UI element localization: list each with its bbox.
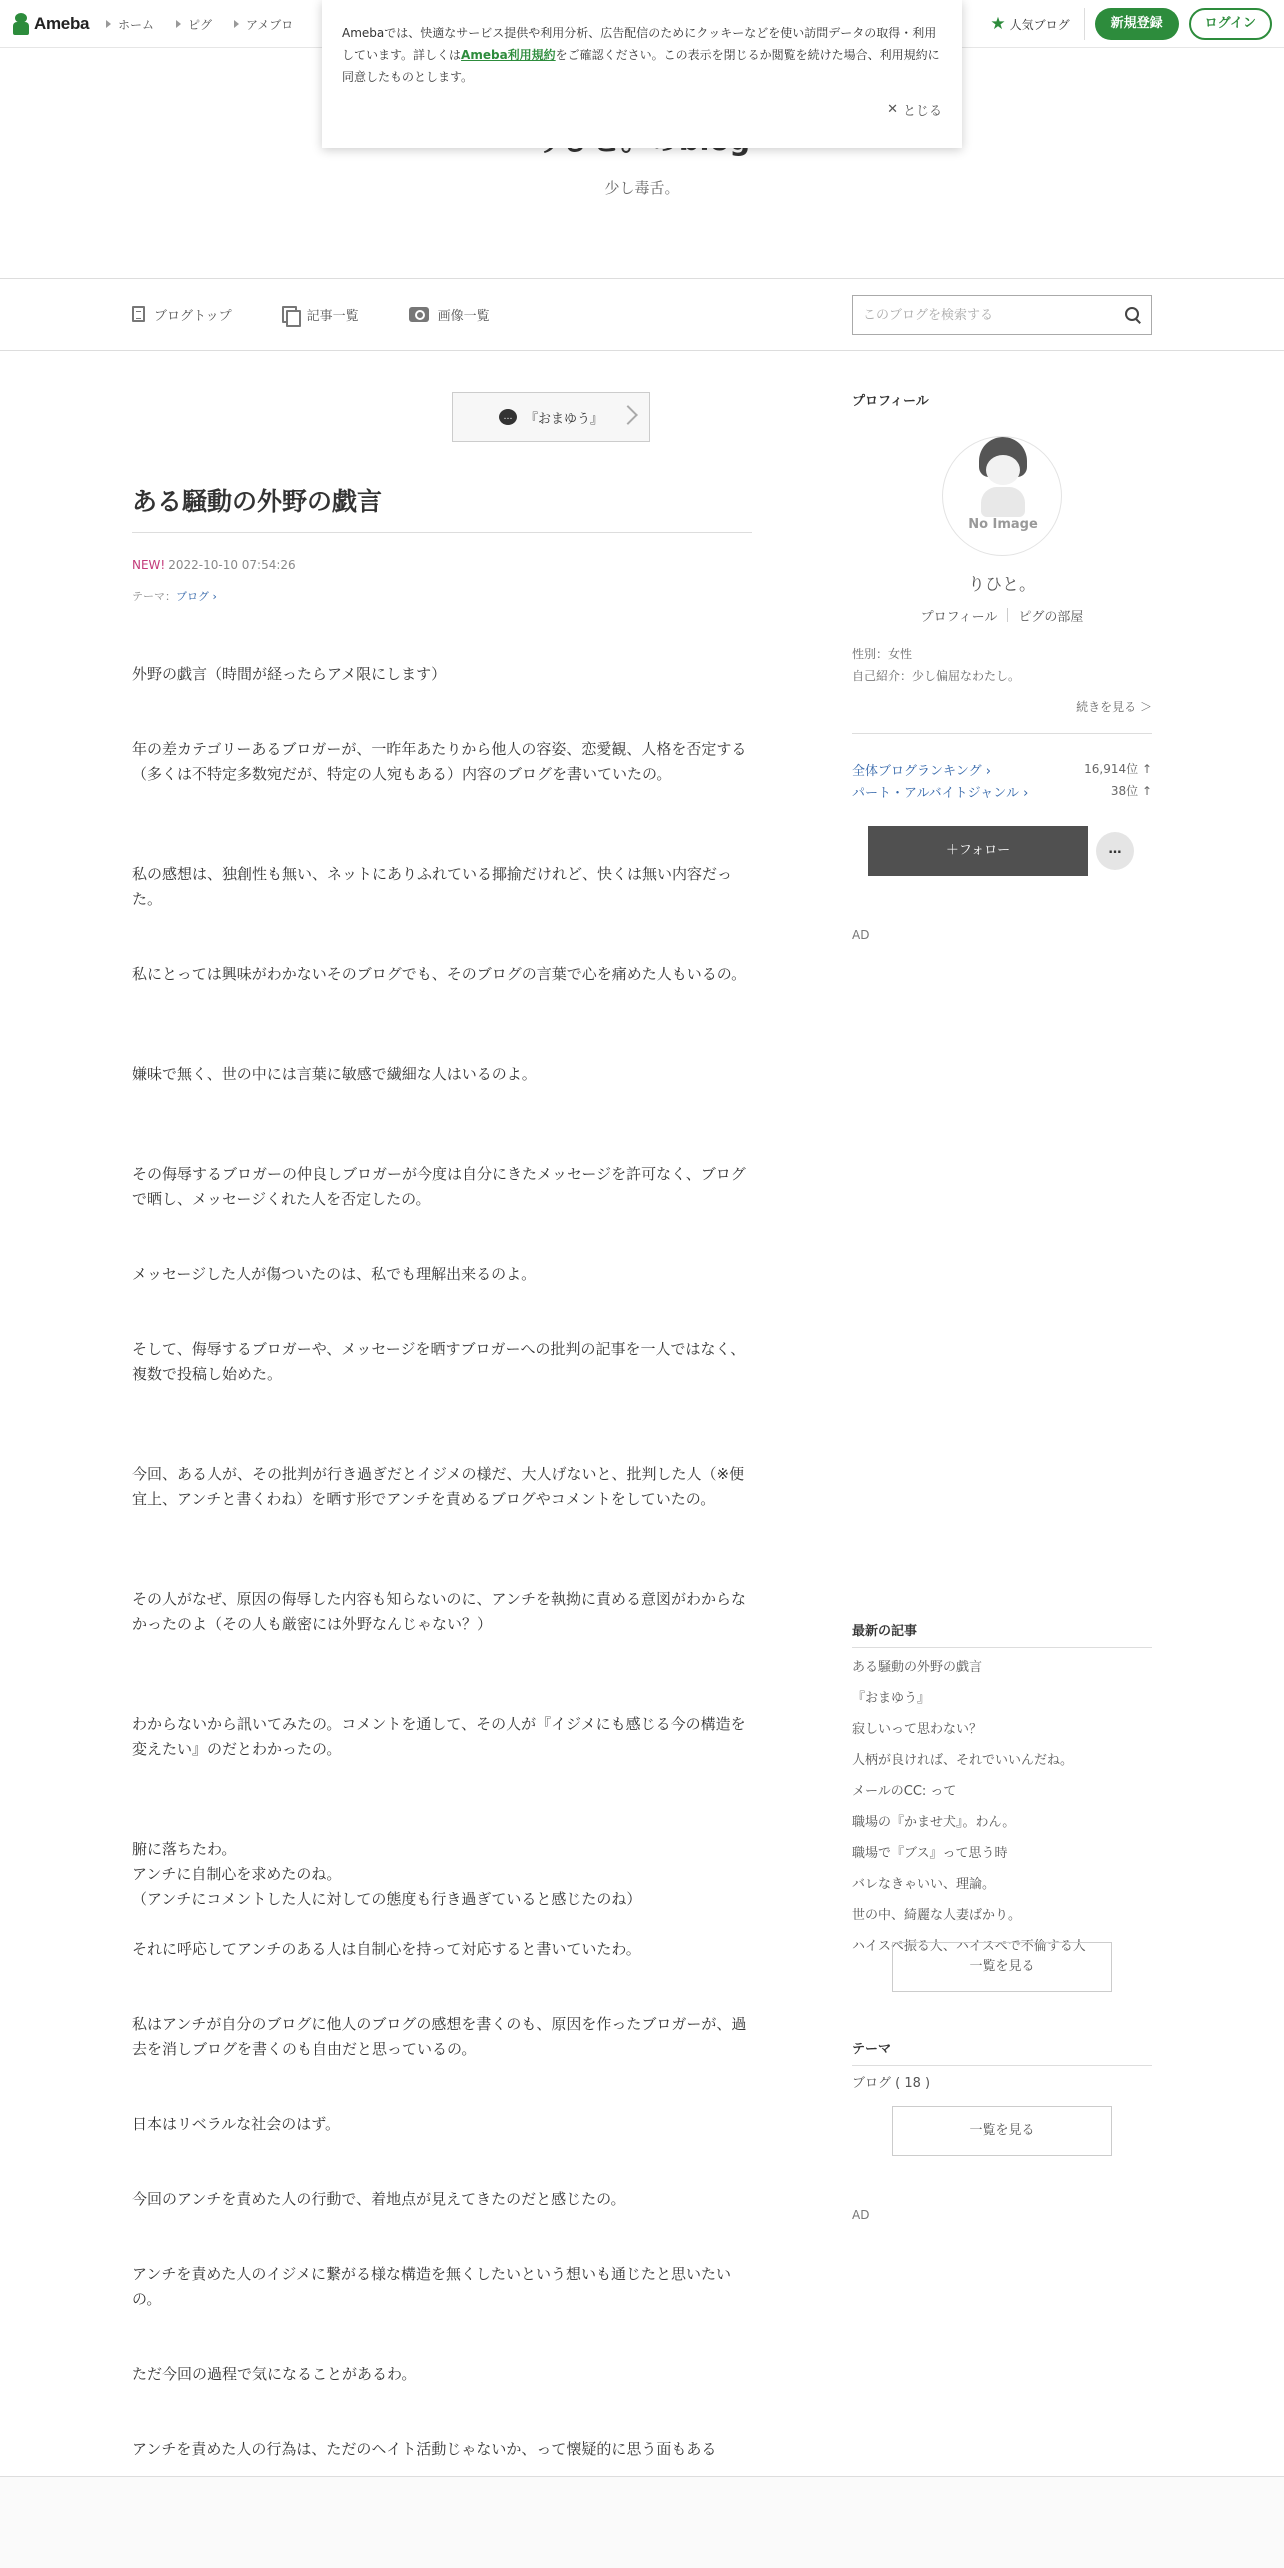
search-icon[interactable] [1125,307,1141,323]
entry-paragraph: 年の差カテゴリーあるブロガーが、一昨年あたりから他人の容姿、恋愛観、人格を否定する（多くは不特定多数宛だが、特定の人宛もある）内容のブログを書いていたの。 [132,740,747,783]
entry-meta [132,558,296,572]
theme-heading: テーマ [852,2038,1152,2066]
recent-item[interactable]: メールのCC: って [852,1784,957,1799]
cookie-text-before: Amebaでは、快適なサービス提供や利用分析、広告配信のためにクッキーなどを使い訪問データの取得・利用しています。詳しくは [342,26,937,62]
divider [0,350,1284,351]
pigg-room-link[interactable]: ピグの部屋 [1018,610,1084,625]
next-post-label: 『おまゆう』 [524,411,603,427]
star-icon: ★ [990,13,1006,34]
entry-paragraph: 今回のアンチを責めた人の行動で、着地点が見えてきたのだと感じたの。 [132,2190,626,2208]
triangle-right-icon [176,20,181,28]
blog-top-link[interactable] [132,305,232,324]
cookie-banner [322,0,962,148]
blog-top-label: ブログトップ [154,308,232,324]
nav-pigg[interactable] [176,16,212,33]
cookie-close-label: とじる [902,104,942,119]
cookie-close-button[interactable] [887,100,942,119]
entry-paragraph: 私にとっては興味がわかないそのブログでも、そのブログの言葉で心を痛めた人もいるの。 [132,965,747,983]
entry-paragraph: そして、侮辱するブロガーや、メッセージを晒すブロガーへの批判の記事を一人ではなく、複数で投稿し始めた。 [132,1340,746,1383]
profile-gender: 性別：女性 [852,647,913,661]
avatar-body [981,487,1025,517]
recent-heading: 最新の記事 [852,1620,1152,1648]
entry-paragraph: わからないから訊いてみたの。コメントを通して、その人が『イジメにも感じる今の構造を変えたい』のだとわかったの。 [132,1715,746,1758]
popular-blog-link[interactable] [990,8,1084,40]
ameba-logo[interactable] [12,13,89,35]
blog-search [852,295,1152,335]
recent-item[interactable]: 職場で『ブス』って思う時 [852,1846,1008,1861]
signup-button[interactable]: 新規登録 [1095,8,1179,40]
ranking-genre[interactable] [852,782,1152,801]
entry-list-link[interactable] [282,305,359,324]
chat-bubble-icon: … [499,409,517,425]
profile-name[interactable]: りひと。 [968,575,1036,595]
cookie-text-after: をご確認ください。この表示を閉じるか閲覧を続けた場合、利用規約に同意したものとします。 [342,48,940,84]
nav-home[interactable] [106,16,154,33]
theme-label: テーマ： [132,590,176,603]
entry-paragraph: 嫌味で無く、世の中には言葉に敏感で繊細な人はいるのよ。 [132,1065,537,1083]
ameba-logo-text: Ameba [34,14,90,33]
ranking-overall[interactable] [852,760,1152,779]
recent-list [852,1652,1152,1962]
entry-paragraph: 腑に落ちたわ。 アンチに自制心を求めたのね。 （アンチにコメントした人に対しての態度も行き過ぎていると感じたのね） [132,1840,642,1908]
nav-home-label: ホーム [118,17,155,32]
blog-nav [132,290,490,338]
entry-paragraph: 私はアンチが自分のブログに他人のブログの感想を書くのも、原因を作ったブロガーが、過去を消しブログを書くのも自由だと思っているの。 [132,2015,747,2058]
view-all-themes-button[interactable]: 一覧を見る [892,2106,1112,2156]
divider [0,278,1284,279]
recent-item[interactable]: ある騒動の外野の戯言 [852,1660,983,1675]
entry-paragraph: 私の感想は、独創性も無い、ネットにありふれている揶揄だけれど、快くは無い内容だった。 [132,865,733,908]
no-image-label: No Image [968,517,1038,532]
profile-links [852,606,1152,625]
entry-paragraph: 今回、ある人が、その批判が行き過ぎだとイジメの様だ、大人げないと、批判した人（※便宜上、アンチと書くわね）を晒す形でアンチを責めるブログやコメントをしていたの。 [132,1465,745,1508]
entry-datetime: 2022-10-10 07:54:26 [168,558,296,572]
avatar[interactable] [942,436,1062,556]
recent-item[interactable]: 職場の『かませ犬』。わん。 [852,1815,1016,1830]
avatar-face [986,455,1020,485]
entry-theme [132,588,217,604]
nav-ameblo-label: アメブロ [246,17,294,32]
recent-entries [852,1620,1152,1962]
triangle-right-icon [234,20,239,28]
theme-item[interactable]: ブログ ( 18 ) [852,2076,931,2091]
view-all-entries-button[interactable]: 一覧を見る [892,1942,1112,1992]
recent-item[interactable]: 寂しいって思わない？ [852,1722,983,1737]
new-badge: NEW! [132,558,166,572]
chevron-right-icon [618,405,638,425]
recent-item[interactable]: ハイスペ振る人、ハイスペで不倫する人 [852,1939,1086,1954]
ad-label: AD [852,2208,870,2222]
entry-paragraph: ただ今回の過程で気になることがあるわ。 [132,2365,417,2383]
camera-icon [409,307,429,322]
copy-icon [282,306,298,323]
recent-item[interactable]: バレなきゃいい、理論。 [852,1877,996,1892]
nav-pigg-label: ピグ [188,17,213,32]
entry-paragraph: その侮辱するブロガーの仲良しブロガーが今度は自分にきたメッセージを許可なく、ブログで晒し、メッセージくれた人を否定したの。 [132,1165,746,1208]
image-list-label: 画像一覧 [437,308,490,324]
ranking-genre-label: パート・アルバイトジャンル › [852,786,1029,801]
entry-paragraph: それに呼応してアンチのある人は自制心を持って対応すると書いていたわ。 [132,1940,641,1958]
profile-intro: 自己紹介：少し偏屈なわたし。 [852,669,1021,683]
recent-item[interactable]: 人柄が良ければ、それでいいんだね。 [852,1753,1074,1768]
ad-label: AD [852,928,870,942]
nav-ameblo[interactable] [234,16,293,33]
login-button[interactable]: ログイン [1189,8,1272,40]
read-more-link[interactable]: 続きを見る ＞ [1076,700,1152,714]
global-nav [106,0,293,48]
follow-button[interactable]: ＋フォロー [868,826,1088,876]
profile-link[interactable]: プロフィール [920,610,998,625]
ranking-overall-label: 全体ブログランキング › [852,764,991,779]
entry-paragraph: アンチを責めた人のイジメに繋がる様な構造を無くしたいという想いも通じたと思いたいの。 [132,2265,731,2308]
triangle-right-icon [106,20,111,28]
ranking-genre-value: 38位 ↑ [1110,784,1152,798]
profile-info [852,643,1020,687]
terms-link[interactable]: Ameba利用規約 [461,48,556,62]
recent-item[interactable]: 『おまゆう』 [852,1691,931,1706]
more-options-button[interactable]: … [1096,832,1134,870]
theme-link-label: ブログ [176,590,209,603]
search-input[interactable] [863,308,1125,323]
entry-paragraph: 日本はリベラルな社会のはず。 [132,2115,341,2133]
ranking-overall-value: 16,914位 ↑ [1084,762,1152,776]
recent-item[interactable]: 世の中、綺麗な人妻ばかり。 [852,1908,1022,1923]
cookie-text [342,22,942,88]
close-icon: ✕ [887,102,898,117]
entry-paragraph: アンチを責めた人の行為は、ただのヘイト活動じゃないか、って懐疑的に思う面もある [132,2440,717,2458]
popular-blog-label: 人気ブログ [1009,17,1070,32]
ameba-logo-icon [12,13,30,35]
divider [132,532,752,533]
entry-paragraph: 外野の戯言（時間が経ったらアメ限にします） [132,665,447,683]
document-icon [132,306,145,322]
entry-title[interactable]: ある騒動の外野の戯言 [132,487,383,516]
image-list-link[interactable] [409,305,490,324]
footer [0,2477,1284,2568]
header-actions [990,8,1272,40]
blog-description: 少し毒舌。 [604,179,680,197]
profile-heading: プロフィール [852,394,929,409]
entry-paragraph: その人がなぜ、原因の侮辱した内容も知らないのに、アンチを執拗に責める意図がわからなかったのよ（その人も厳密には外野なんじゃない？） [132,1590,746,1633]
next-post-button[interactable] [452,392,650,442]
divider [852,733,1152,734]
entry-list-label: 記事一覧 [306,308,359,324]
theme-link[interactable]: ブログ › [176,590,217,603]
entry-paragraph: メッセージした人が傷ついたのは、私でも理解出来るのよ。 [132,1265,537,1283]
